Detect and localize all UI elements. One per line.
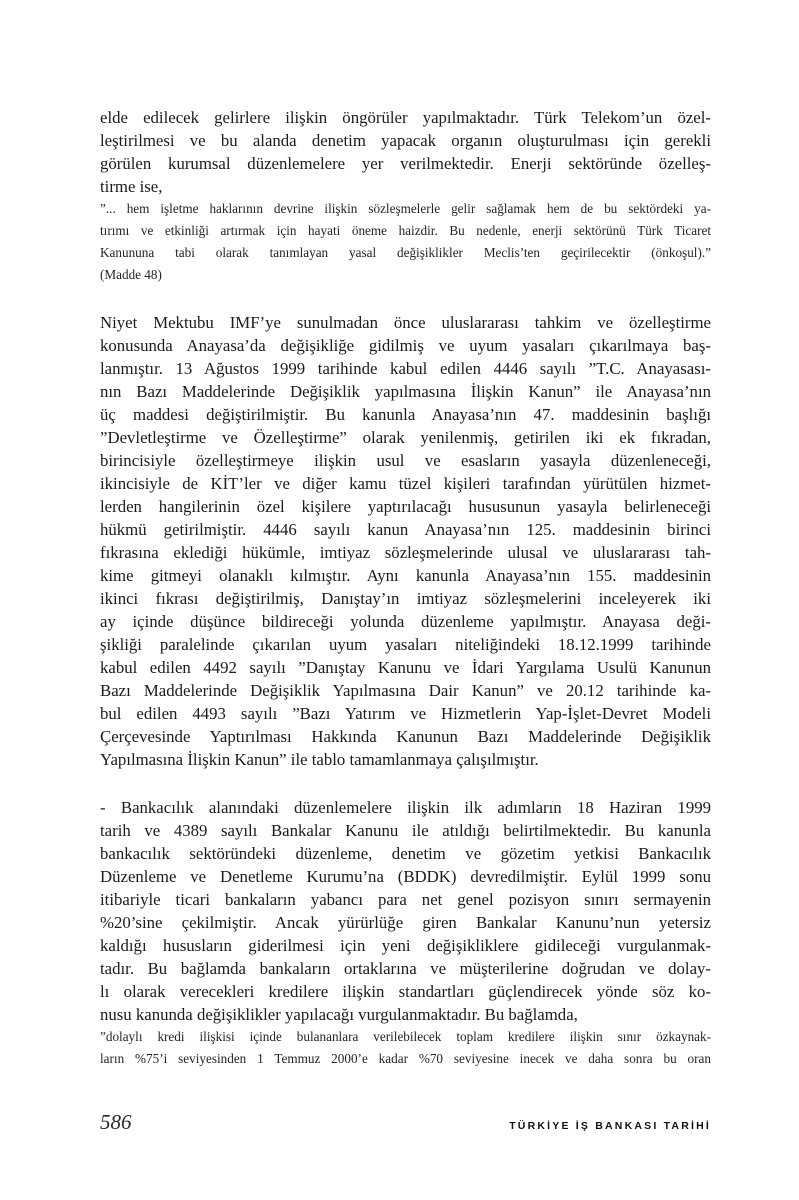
text-line: ikincisiyle de KİT’ler ve diğer kamu tüzel kişileri tarafından yürütülen hizmet-: [100, 474, 711, 493]
text-line: ”... hem işletme haklarının devrine ilişkin sözleşmelerle gelir sağlamak hem de bu sektördeki ya-: [100, 201, 711, 216]
text-line: hükmü getirilmiştir. 4446 sayılı kanun Anayasa’nın 125. maddesinin birinci: [100, 520, 711, 539]
text-line: ikinci fıkrası değiştirilmiş, Danıştay’ın imtiyaz sözleşmelerini inceleyerek iki: [100, 589, 711, 608]
text-line: ”Devletleştirme ve Özelleştirme” olarak yenilenmiş, getirilen iki ek fıkradan,: [100, 428, 711, 447]
text-line: tadır. Bu bağlamda bankaların ortaklarına ve müşterilerine doğrudan ve dolay-: [100, 959, 711, 978]
paragraph-anayasa-degisikligi: [100, 311, 711, 771]
quote-madde-48: [100, 198, 711, 286]
text-line: nusu kanunda değişiklikler yapılacağı vurgulanmaktadır. Bu bağlamda,: [100, 1005, 578, 1024]
text-line: Kanununa tabi olarak tanımlayan yasal değişiklikler Meclis’ten geçirilecektir (önkoşul).”: [100, 245, 711, 260]
text-line: birincisiyle özelleştirmeye ilişkin usul ve esasların yasayla düzenleneceği,: [100, 451, 711, 470]
text-line: Bazı Maddelerinde Değişiklik Yapılmasına Dair Kanun” ve 20.12 tarihinde ka-: [100, 681, 711, 700]
text-line: Niyet Mektubu IMF’ye sunulmadan önce uluslararası tahkim ve özelleştirme: [100, 313, 711, 332]
text-line: Düzenleme ve Denetleme Kurumu’na (BDDK) devredilmiştir. Eylül 1999 sonu: [100, 867, 711, 886]
text-line: Yapılmasına İlişkin Kanun” ile tablo tamamlanmaya çalışılmıştır.: [100, 750, 539, 769]
page-number: 586: [100, 1110, 132, 1134]
text-line: bankacılık sektöründeki düzenleme, denetim ve gözetim yetkisi Bankacılık: [100, 844, 711, 863]
text-line: tırımı ve etkinliği artırmak için hayati öneme haizdir. Bu nedenle, enerji sektörünü Türk Ticaret: [100, 223, 711, 238]
text-line: itibariyle ticari bankaların yabancı para net genel pozisyon sınırı sermayenin: [100, 890, 711, 909]
text-line: şikliği paralelinde çıkarılan uyum yasaları niteliğindeki 18.12.1999 tarihinde: [100, 635, 711, 654]
text-line: Çerçevesinde Yaptırılması Hakkında Kanunun Bazı Maddelerinde Değişiklik: [100, 727, 711, 746]
page-footer: [100, 1110, 711, 1135]
text-line: kabul edilen 4492 sayılı ”Danıştay Kanunu ve İdari Yargılama Usulü Kanunun: [100, 658, 711, 677]
text-line: ların %75’i seviyesinden 1 Temmuz 2000’e kadar %70 seviyesine inecek ve daha sonra bu oran: [100, 1051, 711, 1066]
text-line: görülen kurumsal düzenlemelere yer verilmektedir. Enerji sektöründe özelleş-: [100, 154, 711, 173]
text-line: lerden hangilerinin özel kişilere yaptırılacağı hususunun yasayla belirleneceği: [100, 497, 711, 516]
text-line: %20’sine çekilmiştir. Ancak yürürlüğe giren Bankalar Kanunu’nun yetersiz: [100, 913, 711, 932]
quote-dolayli-kredi: [100, 1026, 711, 1070]
running-title: TÜRKİYE İŞ BANKASI TARİHİ: [509, 1120, 711, 1132]
text-line: lı olarak verecekleri kredilere ilişkin standartları güçlendirecek yönde söz ko-: [100, 982, 711, 1001]
text-line: ”dolaylı kredi ilişkisi içinde bulananlara verilebilecek toplam kredilere ilişkin sınır özkaynak-: [100, 1029, 711, 1044]
text-line: (Madde 48): [100, 267, 162, 282]
text-line: nın Bazı Maddelerinde Değişiklik yapılmasına İlişkin Kanun” ile Anayasa’nın: [100, 382, 711, 401]
text-line: kime gitmeyi olanaklı kılmıştır. Aynı kanunla Anayasa’nın 155. maddesinin: [100, 566, 711, 585]
text-line: tarih ve 4389 sayılı Bankalar Kanunu ile atıldığı belirtilmektedir. Bu kanunla: [100, 821, 711, 840]
text-line: - Bankacılık alanındaki düzenlemelere ilişkin ilk adımların 18 Haziran 1999: [100, 798, 711, 817]
text-line: elde edilecek gelirlere ilişkin öngörüler yapılmaktadır. Türk Telekom’un özel-: [100, 108, 711, 127]
text-line: kaldığı hususların giderilmesi için yeni değişikliklere gidileceği vurgulanmak-: [100, 936, 711, 955]
text-line: üç maddesi değiştirilmiştir. Bu kanunla Anayasa’nın 47. maddesinin başlığı: [100, 405, 711, 424]
paragraph-telekom-ozellestirme: [100, 106, 711, 198]
text-line: konusunda Anayasa’da değişikliğe gidilmiş ve uyum yasaları çıkarılmaya baş-: [100, 336, 711, 355]
paragraph-bankacilik-duzenlemeleri: [100, 796, 711, 1026]
text-line: lanmıştır. 13 Ağustos 1999 tarihinde kabul edilen 4446 sayılı ”T.C. Anayasası-: [100, 359, 711, 378]
text-line: leştirilmesi ve bu alanda denetim yapacak organın oluşturulması için gerekli: [100, 131, 711, 150]
text-line: bul edilen 4493 sayılı ”Bazı Yatırım ve Hizmetlerin Yap-İşlet-Devret Modeli: [100, 704, 711, 723]
text-column: [100, 106, 711, 1070]
text-line: tirme ise,: [100, 177, 163, 196]
text-line: fıkrasına eklediği hükümle, imtiyaz sözleşmelerinde ulusal ve uluslararası tah-: [100, 543, 711, 562]
text-line: ay içinde düşünce bildireceği yolunda düzenleme yapılmıştır. Anayasa deği-: [100, 612, 711, 631]
